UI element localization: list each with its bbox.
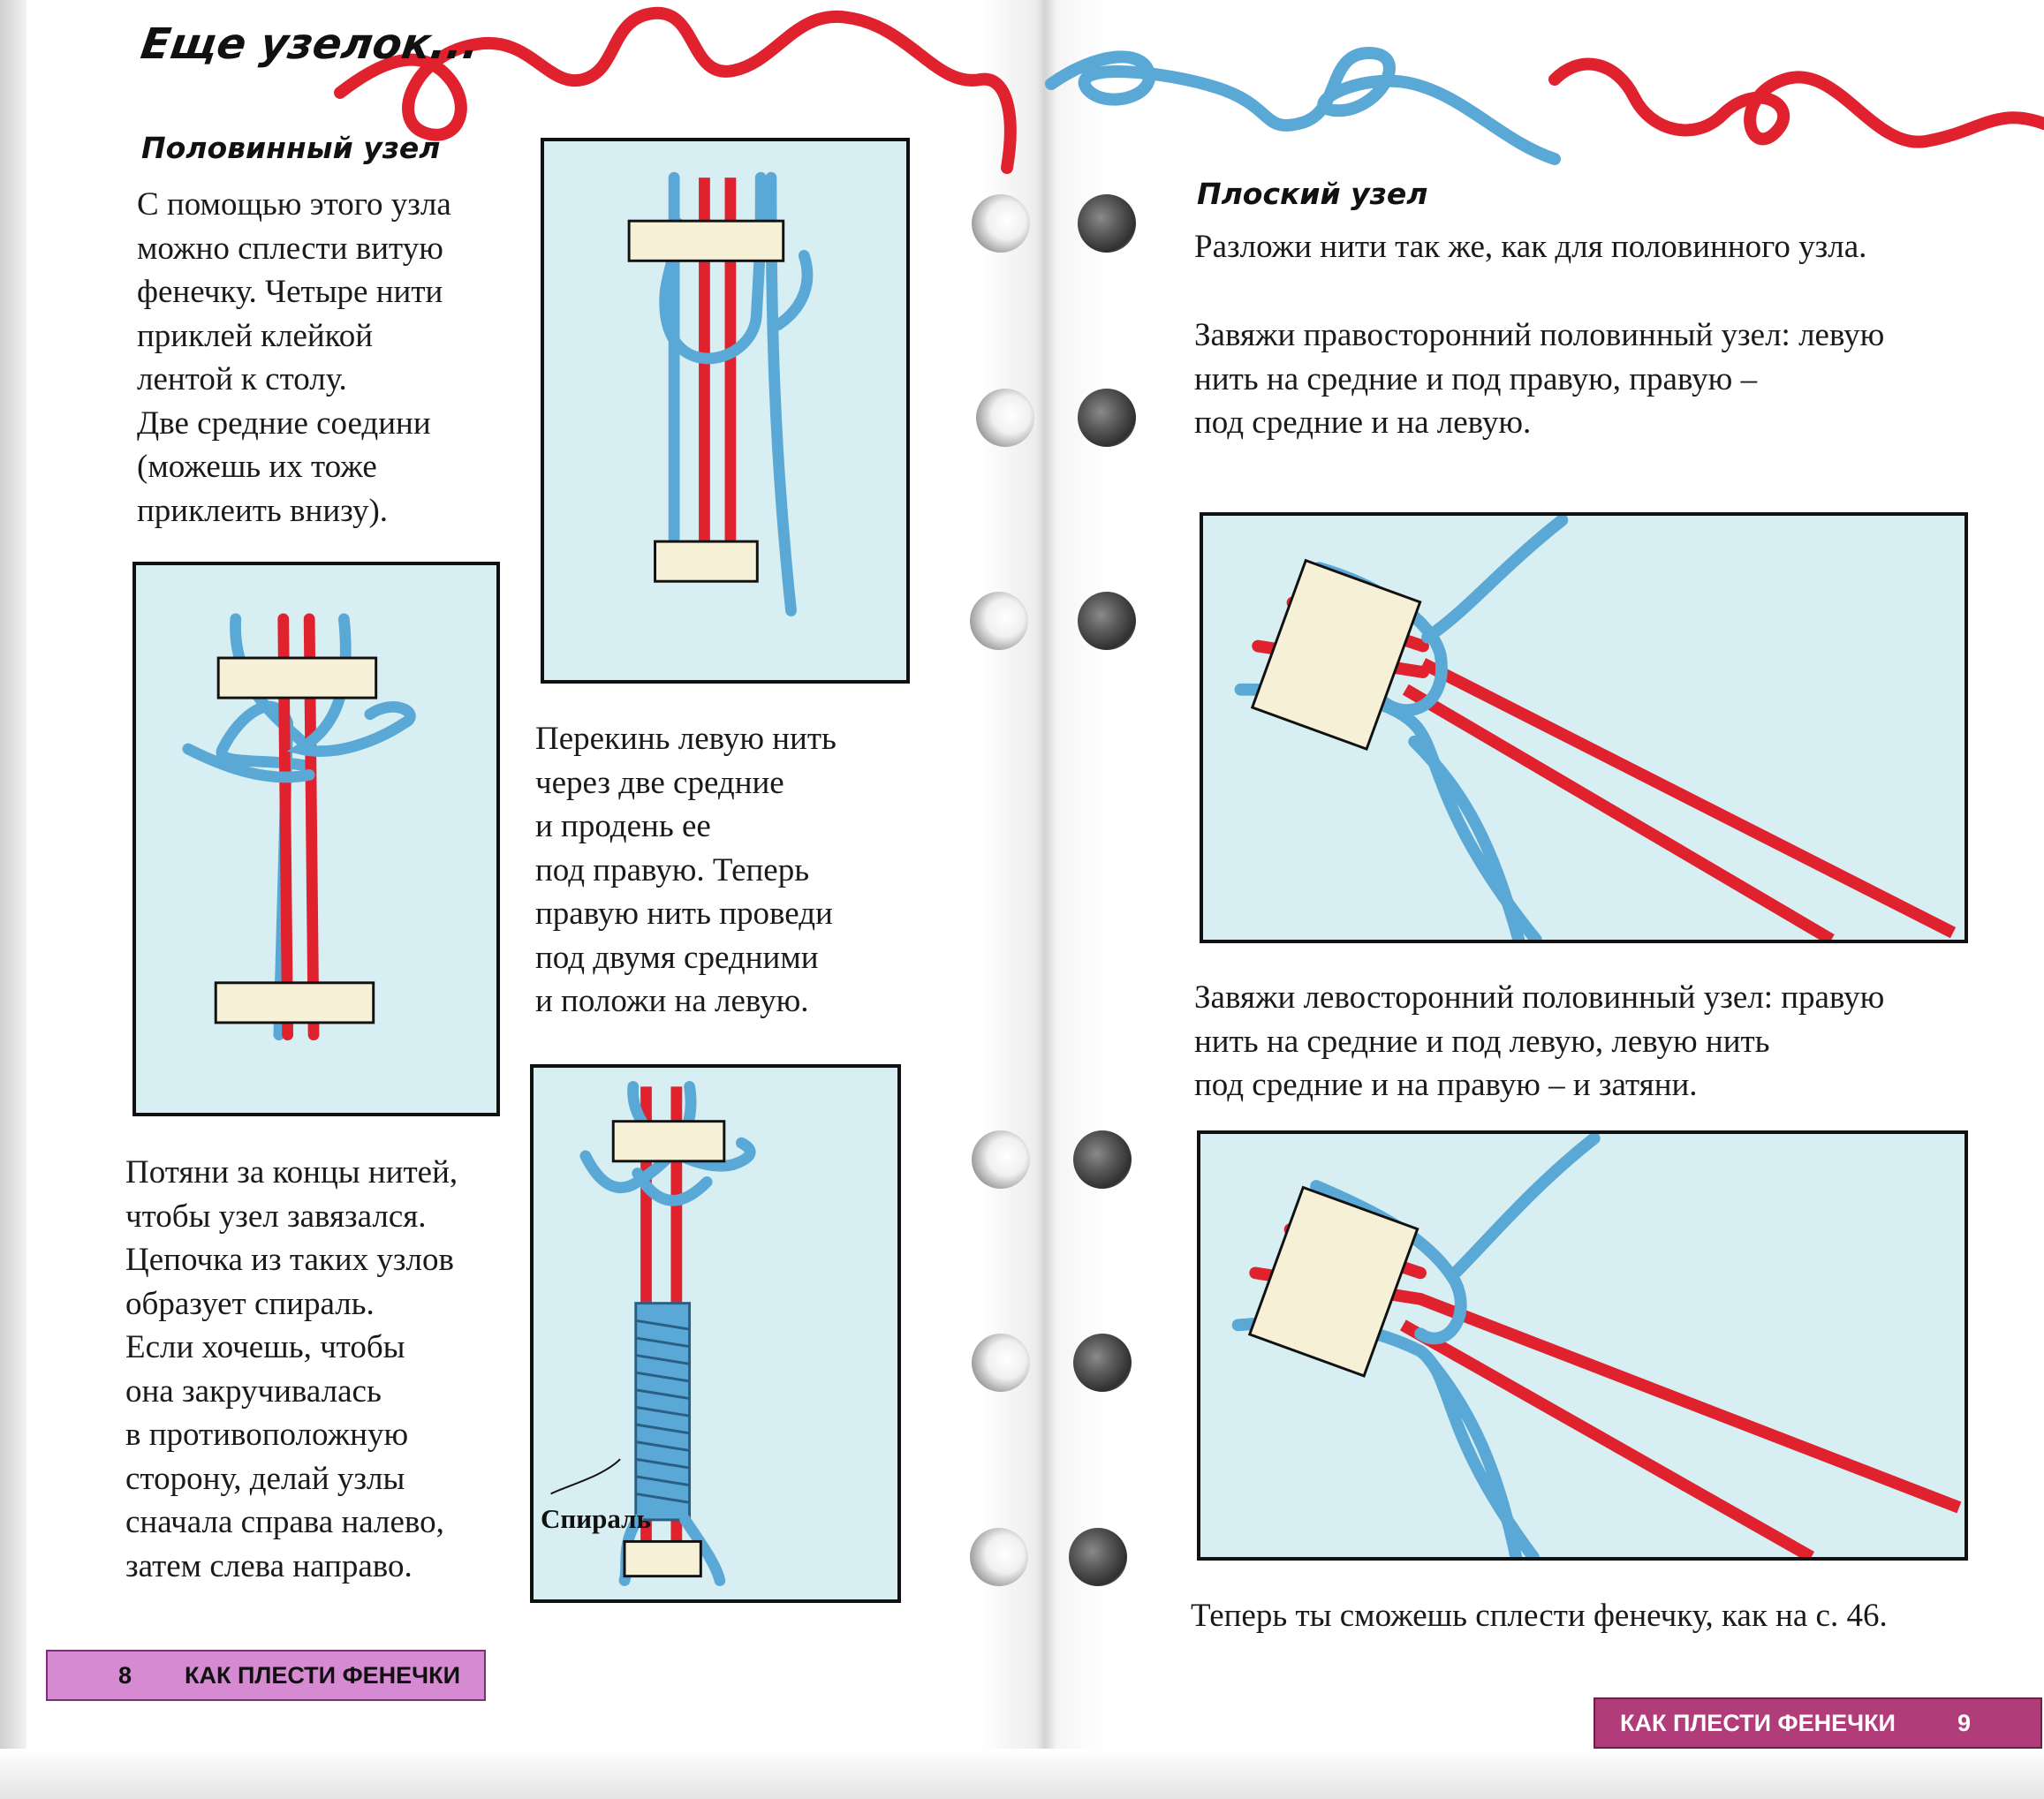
footer-right xyxy=(1594,1697,2042,1749)
pull-threads-text: Потяни за концы нитей, чтобы узел завязался. Цепочка из таких узлов образует спираль. Если хочешь, чтобы она закручивалась в противоположную сторону, делай узлы сначала справа налево, затем слева направо. xyxy=(125,1154,458,1584)
binder-hole xyxy=(1078,592,1136,650)
figure-flat-knot-step2-drawing xyxy=(1200,1134,1965,1557)
figure-half-knot-step2 xyxy=(132,562,500,1116)
binder-hole xyxy=(972,194,1030,253)
page-number-right: 9 xyxy=(1957,1709,1971,1736)
flat-knot-para2: Завяжи правосторонний половинный узел: левую нить на средние и под правую, правую – под средние и на левую. xyxy=(1194,317,1885,441)
figure-half-knot-step1-drawing xyxy=(544,141,906,680)
half-knot-step-text: Перекинь левую нить через две средние и продень ее под правую. Теперь правую нить проведи под двумя средними и положи на левую. xyxy=(535,721,837,1019)
footer-book-title-right: КАК ПЛЕСТИ ФЕНЕЧКИ xyxy=(1620,1709,1896,1736)
footer-book-title-left: КАК ПЛЕСТИ ФЕНЕЧКИ xyxy=(185,1661,460,1689)
binder-hole xyxy=(976,389,1034,447)
page-edge xyxy=(0,0,26,1799)
binder-hole xyxy=(970,1528,1028,1586)
page-bottom-shadow xyxy=(0,1749,2044,1799)
figure-half-knot-step1 xyxy=(541,138,910,684)
chapter-title: Еще узелок... xyxy=(138,19,483,69)
binder-hole xyxy=(970,592,1028,650)
flat-knot-para1: Разложи нити так же, как для половинного узла. xyxy=(1194,229,1867,265)
figure-flat-knot-step2 xyxy=(1197,1130,1968,1561)
footer-left xyxy=(46,1650,486,1701)
page-number-left: 8 xyxy=(118,1661,132,1689)
spiral-label: Спираль xyxy=(541,1503,651,1534)
figure-flat-knot-step1 xyxy=(1200,512,1968,943)
binder-hole xyxy=(1078,389,1136,447)
flat-knot-para3: Завяжи левосторонний половинный узел: правую нить на средние и под левую, левую нить под средние и на правую – и затяни. xyxy=(1194,979,1885,1103)
binder-hole xyxy=(1073,1130,1132,1189)
binder-hole xyxy=(972,1334,1030,1392)
figure-flat-knot-step1-drawing xyxy=(1203,516,1965,940)
binder-hole xyxy=(1069,1528,1127,1586)
binder-hole xyxy=(1073,1334,1132,1392)
binder-hole xyxy=(1078,194,1136,253)
binder-hole xyxy=(972,1130,1030,1189)
half-knot-intro-text: С помощью этого узла можно сплести витую фенечку. Четыре нити приклей клейкой лентой к столу. Две средние соедини (можешь их тоже приклеить внизу). xyxy=(137,186,451,529)
figure-half-knot-step2-drawing xyxy=(136,565,496,1113)
flat-knot-heading: Плоский узел xyxy=(1197,177,1428,211)
half-knot-heading: Половинный узел xyxy=(141,131,441,165)
flat-knot-para4: Теперь ты сможешь сплести фенечку, как на с. 46. xyxy=(1191,1598,1888,1634)
